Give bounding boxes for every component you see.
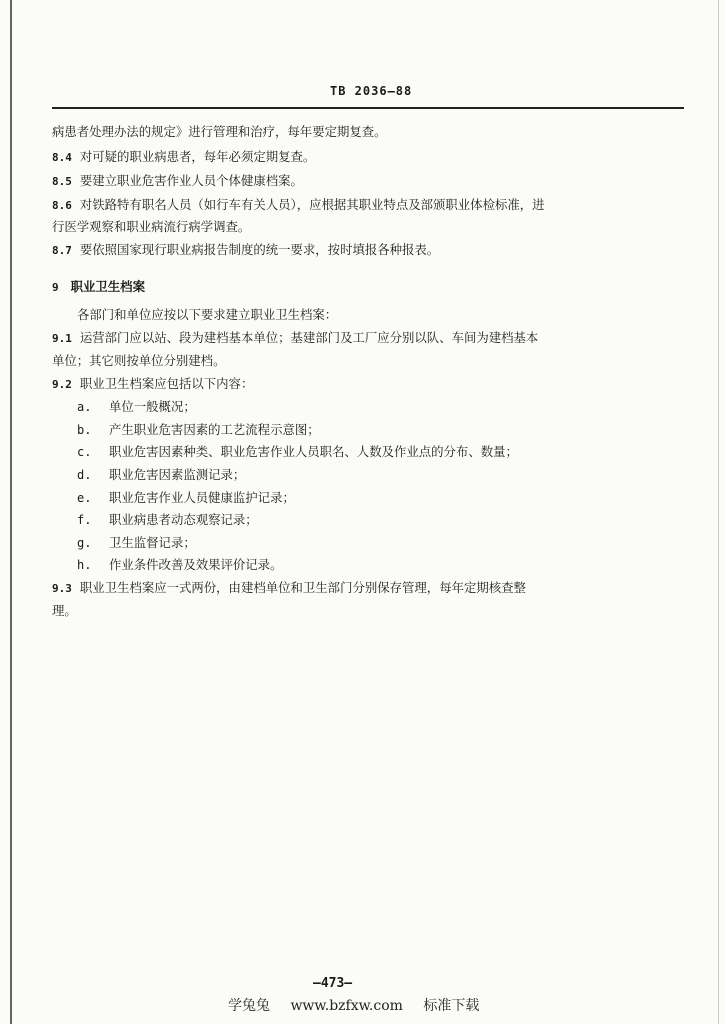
list-item-c bbox=[77, 444, 518, 460]
clause-text: 职业卫生档案应包括以下内容： bbox=[79, 376, 254, 391]
list-text: 职业危害作业人员健康监护记录； bbox=[109, 490, 295, 505]
clause-number: 8.7 bbox=[52, 244, 72, 257]
scan-right-edge bbox=[718, 0, 719, 1024]
list-text: 单位一般概况； bbox=[109, 399, 196, 414]
clause-9-1-cont: 单位；其它则按单位分别建档。 bbox=[52, 353, 226, 368]
list-item-h bbox=[77, 557, 282, 573]
section-number: 9 bbox=[52, 281, 59, 294]
list-item-f bbox=[77, 512, 258, 528]
clause-text: 要依照国家现行职业病报告制度的统一要求，按时填报各种报表。 bbox=[79, 242, 440, 257]
clause-number: 9.1 bbox=[52, 332, 72, 345]
clause-9-1 bbox=[52, 330, 538, 347]
list-text: 作业条件改善及效果评价记录。 bbox=[109, 557, 283, 572]
section-title: 职业卫生档案 bbox=[70, 279, 145, 294]
clause-9-2 bbox=[52, 376, 253, 393]
header-rule bbox=[52, 107, 684, 109]
footer-url[interactable]: www.bzfxw.com bbox=[290, 998, 403, 1014]
clause-number: 8.5 bbox=[52, 175, 72, 188]
doc-header-code: TB 2036—88 bbox=[330, 84, 413, 98]
list-letter: a. bbox=[77, 400, 92, 414]
list-item-b bbox=[77, 422, 320, 438]
list-letter: b. bbox=[77, 423, 92, 437]
list-item-e bbox=[77, 490, 295, 506]
list-letter: f. bbox=[77, 513, 92, 527]
list-text: 职业危害因素监测记录； bbox=[109, 467, 246, 482]
list-text: 职业危害因素种类、职业危害作业人员职名、人数及作业点的分布、数量； bbox=[109, 444, 518, 459]
section-9-intro: 各部门和单位应按以下要求建立职业卫生档案： bbox=[77, 307, 338, 322]
scan-left-edge bbox=[10, 0, 12, 1024]
clause-8-7 bbox=[52, 242, 439, 259]
list-item-g bbox=[77, 535, 196, 551]
footer-site-name: 学兔兔 bbox=[228, 998, 270, 1014]
list-text: 卫生监督记录； bbox=[109, 535, 196, 550]
section-9-heading bbox=[52, 279, 145, 296]
list-letter: g. bbox=[77, 536, 92, 550]
list-letter: d. bbox=[77, 468, 92, 482]
clause-text: 运营部门应以站、段为建档基本单位；基建部门及工厂应分别以队、车间为建档基本 bbox=[79, 330, 539, 345]
clause-9-3-cont: 理。 bbox=[52, 603, 77, 618]
list-text: 职业病患者动态观察记录； bbox=[109, 512, 258, 527]
list-letter: c. bbox=[77, 445, 92, 459]
clause-number: 8.6 bbox=[52, 199, 72, 212]
clause-8-6-cont bbox=[52, 219, 250, 235]
paragraph-continuation: 病患者处理办法的规定》进行管理和治疗，每年要定期复查。 bbox=[52, 124, 387, 139]
list-text: 产生职业危害因素的工艺流程示意图； bbox=[109, 422, 320, 437]
list-item-d bbox=[77, 467, 245, 483]
clause-9-3 bbox=[52, 580, 526, 597]
clause-number: 9.3 bbox=[52, 582, 72, 595]
clause-number: 9.2 bbox=[52, 378, 72, 391]
footer-tagline: 标准下载 bbox=[423, 998, 480, 1014]
list-letter: h. bbox=[77, 558, 92, 572]
list-letter: e. bbox=[77, 491, 92, 505]
clause-text: 职业卫生档案应一式两份，由建档单位和卫生部门分别保存管理，每年定期核查整 bbox=[79, 580, 526, 595]
clause-text: 行医学观察和职业病流行病学调查。 bbox=[52, 219, 251, 234]
list-item-a bbox=[77, 399, 196, 415]
clause-text: 要建立职业危害作业人员个体健康档案。 bbox=[79, 173, 303, 188]
clause-number: 8.4 bbox=[52, 151, 72, 164]
watermark-footer bbox=[228, 995, 495, 1015]
clause-text: 对铁路特有职名人员（如行车有关人员），应根据其职业特点及部颁职业体检标准，进 bbox=[79, 197, 545, 212]
page-number: —473— bbox=[313, 976, 353, 991]
clause-text: 对可疑的职业病患者，每年必须定期复查。 bbox=[79, 149, 316, 164]
clause-8-6 bbox=[52, 197, 545, 214]
clause-8-4 bbox=[52, 149, 315, 166]
clause-8-5 bbox=[52, 173, 303, 190]
